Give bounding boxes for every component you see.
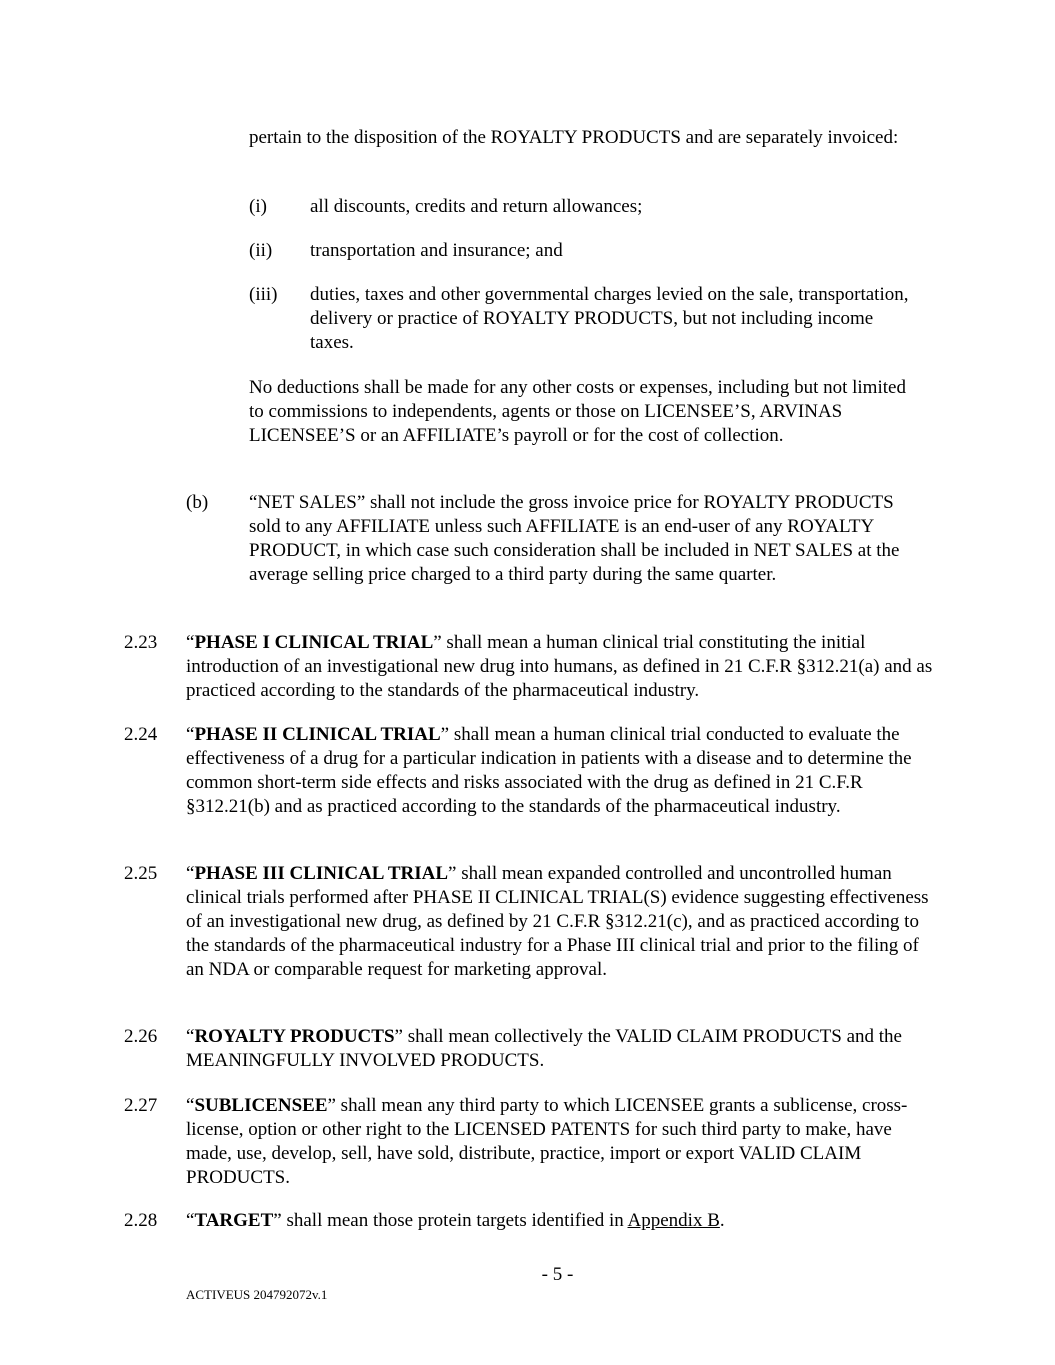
intro-paragraph — [249, 126, 909, 150]
no-deductions-text: No deductions shall be made for any other costs or expenses, including but not limited to commissions to independents, agents or those on LICENSEE’S, ARVINAS LICENSEE’S or an AFFILIATE’s payroll or for the cost of collection. — [249, 377, 906, 446]
clause-b-number: (b) — [186, 492, 209, 513]
definition-2-25 — [124, 862, 939, 982]
definition-text: “ROYALTY PRODUCTS” shall mean collectively the VALID CLAIM PRODUCTS and the MEANINGFULLY INVOLVED PRODUCTS. — [186, 1026, 902, 1071]
definition-number: 2.24 — [124, 724, 158, 745]
defined-term: PHASE I CLINICAL TRIAL — [194, 632, 434, 653]
intro-text: pertain to the disposition of the ROYALTY PRODUCTS and are separately invoiced: — [249, 127, 899, 148]
defined-term: TARGET — [194, 1210, 274, 1231]
page-number: - 5 - — [541, 1264, 574, 1285]
definition-text: “PHASE II CLINICAL TRIAL” shall mean a human clinical trial conducted to evaluate the effectiveness of a drug for a particular indication in patients with a disease and to determine the common short-term side effects and risks associated with the drug as defined in 21 C.F.R §312.21(b) and as practiced according to the standards of the pharmaceutical industry. — [186, 724, 912, 817]
deduction-number: (iii) — [249, 284, 278, 305]
definition-text: “SUBLICENSEE” shall mean any third party to which LICENSEE grants a sublicense, cross-license, option or other right to the LICENSED PATENTS for such third party to make, have made, use, develop, sell, have sold, distribute, practice, import or export VALID CLAIM PRODUCTS. — [186, 1095, 908, 1188]
definition-number: 2.26 — [124, 1026, 158, 1047]
definition-number: 2.28 — [124, 1210, 158, 1231]
definition-text: “PHASE I CLINICAL TRIAL” shall mean a human clinical trial constituting the initial introduction of an investigational new drug into humans, as defined in 21 C.F.R §312.21(a) and as practiced according to the standards of the pharmaceutical industry. — [186, 632, 933, 701]
no-deductions-paragraph — [249, 376, 911, 448]
definition-2-24 — [124, 723, 939, 819]
appendix-b-link[interactable]: Appendix B — [627, 1210, 720, 1231]
clause-b-text: “NET SALES” shall not include the gross invoice price for ROYALTY PRODUCTS sold to any AFFILIATE unless such AFFILIATE is an end-user of any ROYALTY PRODUCT, in which case such consideration shall be included in NET SALES at the average selling price charged to a third party during the same quarter. — [249, 492, 900, 585]
deduction-item — [249, 195, 919, 219]
definition-2-28 — [124, 1209, 939, 1233]
deduction-number: (ii) — [249, 240, 273, 261]
definition-number: 2.27 — [124, 1095, 158, 1116]
defined-term: SUBLICENSEE — [194, 1095, 328, 1116]
deduction-item — [249, 283, 919, 355]
definition-2-23 — [124, 631, 939, 703]
document-id: ACTIVEUS 204792072v.1 — [186, 1287, 328, 1302]
defined-term: ROYALTY PRODUCTS — [194, 1026, 395, 1047]
deduction-text: all discounts, credits and return allowances; — [310, 196, 643, 217]
definition-number: 2.23 — [124, 632, 158, 653]
definition-2-26 — [124, 1025, 939, 1073]
deduction-item — [249, 239, 919, 263]
definition-number: 2.25 — [124, 863, 158, 884]
deduction-text: transportation and insurance; and — [310, 240, 563, 261]
deduction-text: duties, taxes and other governmental charges levied on the sale, transportation, delivery or practice of ROYALTY PRODUCTS, but not including income taxes. — [310, 284, 909, 353]
defined-term: PHASE III CLINICAL TRIAL — [194, 863, 449, 884]
definition-text: “PHASE III CLINICAL TRIAL” shall mean expanded controlled and uncontrolled human clinical trials performed after PHASE II CLINICAL TRIAL(S) evidence suggesting effectiveness of an investigational new drug, as defined by 21 C.F.R §312.21(c), and as practiced according to the standards of the pharmaceutical industry for a Phase III clinical trial and prior to the filing of an NDA or comparable request for marketing approval. — [186, 863, 929, 980]
definition-text: “TARGET” shall mean those protein targets identified in Appendix B. — [186, 1210, 725, 1231]
clause-b — [186, 491, 921, 587]
definition-2-27 — [124, 1094, 939, 1190]
defined-term: PHASE II CLINICAL TRIAL — [194, 724, 441, 745]
deduction-number: (i) — [249, 196, 267, 217]
